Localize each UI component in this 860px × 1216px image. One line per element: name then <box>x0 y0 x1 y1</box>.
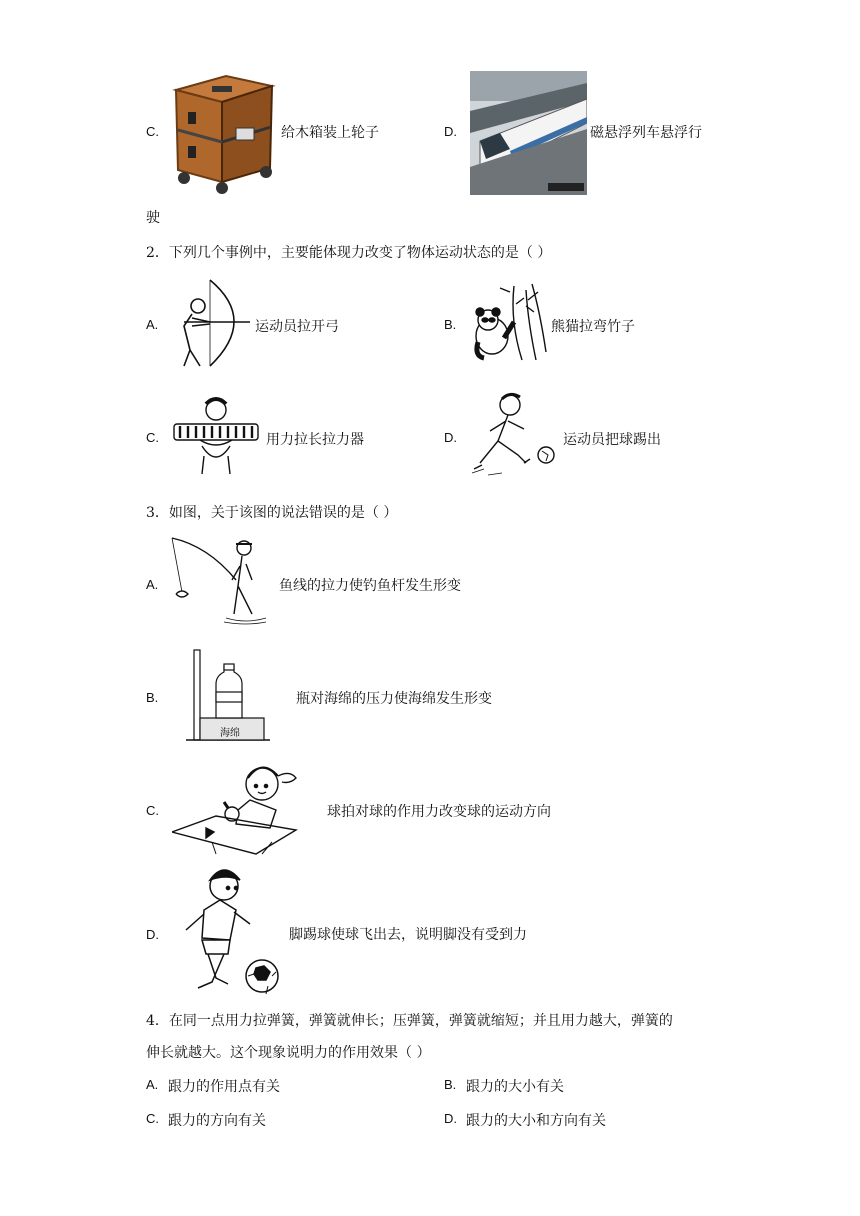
girl-table-tennis-image <box>172 758 300 858</box>
q3-option-b-text: 瓶对海绵的压力使海绵发生形变 <box>296 691 492 707</box>
q2-option-d-text: 运动员把球踢出 <box>563 432 661 448</box>
q4-option-a-label: A. <box>146 1077 159 1092</box>
q3-stem: 3．如图，关于该图的说法错误的是（ ） <box>146 505 398 521</box>
q3-option-c-label: C. <box>146 803 159 818</box>
q4-option-a-text: 跟力的作用点有关 <box>168 1079 280 1095</box>
q2-option-d-label: D. <box>444 430 457 445</box>
q1-option-c-text: 给木箱装上轮子 <box>281 125 379 141</box>
q1-option-d-label: D. <box>444 124 457 139</box>
q4-stem-line1: 4．在同一点用力拉弹簧，弹簧就伸长；压弹簧，弹簧就缩短；并且用力越大，弹簧的 <box>146 1013 673 1029</box>
q3-option-b-label: B. <box>146 690 159 705</box>
q4-option-b-text: 跟力的大小有关 <box>466 1079 564 1095</box>
q3-option-d-text: 脚踢球使球飞出去，说明脚没有受到力 <box>289 927 527 943</box>
q3-option-d-label: D. <box>146 927 159 942</box>
q3-option-a-text: 鱼线的拉力使钓鱼杆发生形变 <box>279 578 461 594</box>
wooden-box-on-wheels-image <box>166 72 278 194</box>
q3-option-c-text: 球拍对球的作用力改变球的运动方向 <box>327 804 551 820</box>
q1-option-c-label: C. <box>146 124 159 139</box>
q3-option-a-label: A. <box>146 577 159 592</box>
q2-stem: 2．下列几个事例中，主要能体现力改变了物体运动状态的是（ ） <box>146 245 552 261</box>
panda-bending-bamboo-image <box>470 282 550 364</box>
q4-option-d-text: 跟力的大小和方向有关 <box>466 1113 606 1129</box>
q2-option-c-label: C. <box>146 430 159 445</box>
boy-stretching-expander-image <box>170 396 262 476</box>
q4-option-c-label: C. <box>146 1111 159 1126</box>
q4-stem-line2: 伸长就越大。这个现象说明力的作用效果（ ） <box>146 1045 431 1061</box>
q1-option-d-text: 磁悬浮列车悬浮行 <box>590 125 702 141</box>
archer-drawing-bow-image <box>170 276 256 370</box>
maglev-train-image <box>470 71 587 195</box>
q4-option-c-text: 跟力的方向有关 <box>168 1113 266 1129</box>
q2-option-b-label: B. <box>444 317 457 332</box>
q2-option-b-text: 熊猫拉弯竹子 <box>551 319 635 335</box>
boy-kicking-soccer-ball-image <box>176 864 282 998</box>
q1-option-d-text-continued: 驶 <box>146 210 160 226</box>
q2-option-c-text: 用力拉长拉力器 <box>266 432 364 448</box>
player-kicking-ball-image <box>468 391 558 477</box>
sponge-label: 海绵 <box>220 728 240 739</box>
q2-option-a-label: A. <box>146 317 159 332</box>
q4-option-b-label: B. <box>444 1077 457 1092</box>
q4-option-d-label: D. <box>444 1111 457 1126</box>
q2-option-a-text: 运动员拉开弓 <box>255 319 339 335</box>
fisherman-image <box>168 536 268 626</box>
